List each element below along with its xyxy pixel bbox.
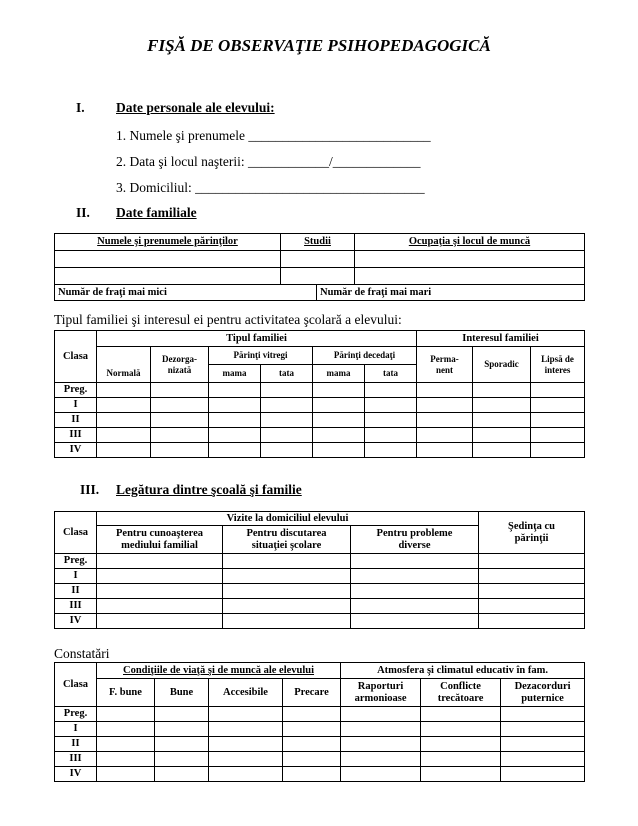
row-label: I bbox=[55, 569, 97, 584]
row-label: III bbox=[55, 428, 97, 443]
table-cell[interactable] bbox=[261, 413, 313, 428]
row-label: Preg. bbox=[55, 707, 97, 722]
table-cell[interactable] bbox=[209, 443, 261, 458]
table-cell[interactable] bbox=[223, 584, 351, 599]
row-label: I bbox=[55, 398, 97, 413]
table-row bbox=[55, 443, 585, 458]
table-cell[interactable] bbox=[151, 398, 209, 413]
table-cell[interactable] bbox=[313, 383, 365, 398]
table-cell[interactable] bbox=[151, 428, 209, 443]
row-label: III bbox=[55, 752, 97, 767]
table-cell[interactable] bbox=[155, 722, 209, 737]
table-cell[interactable] bbox=[501, 722, 585, 737]
table-cell[interactable] bbox=[473, 428, 531, 443]
table-cell[interactable] bbox=[351, 554, 479, 569]
table-cell[interactable] bbox=[531, 413, 585, 428]
table-cell[interactable] bbox=[97, 614, 223, 629]
table-cell[interactable] bbox=[341, 767, 421, 782]
table-cell[interactable] bbox=[209, 737, 283, 752]
family-type-caption: Tipul familiei şi interesul ei pentru activitatea şcolară a elevului: bbox=[54, 312, 402, 327]
table-cell[interactable] bbox=[473, 383, 531, 398]
table-row bbox=[55, 614, 585, 629]
header-dezorganizata: Dezorga- nizată bbox=[151, 347, 209, 383]
header-studies: Studii bbox=[281, 234, 355, 251]
section-3-heading: Legătura dintre şcoală şi familie bbox=[116, 482, 302, 497]
table-cell[interactable] bbox=[209, 752, 283, 767]
header-various-problems: Pentru probleme diverse bbox=[351, 526, 479, 554]
section-2-heading: Date familiale bbox=[116, 205, 197, 220]
table-cell[interactable] bbox=[479, 554, 585, 569]
table-cell[interactable] bbox=[501, 752, 585, 767]
table-cell[interactable] bbox=[473, 443, 531, 458]
table-cell[interactable] bbox=[97, 443, 151, 458]
table-cell[interactable] bbox=[479, 599, 585, 614]
constatari-caption: Constatări bbox=[54, 646, 110, 661]
table-cell[interactable] bbox=[365, 383, 417, 398]
table-cell[interactable] bbox=[421, 752, 501, 767]
siblings-table bbox=[54, 284, 585, 301]
older-siblings-field[interactable]: Număr de fraţi mai mari bbox=[317, 285, 585, 301]
parent-cell[interactable] bbox=[355, 268, 585, 285]
constatari-table-body bbox=[55, 707, 585, 782]
table-cell[interactable] bbox=[417, 398, 473, 413]
row-label: IV bbox=[55, 443, 97, 458]
table-cell[interactable] bbox=[501, 767, 585, 782]
table-row bbox=[55, 398, 585, 413]
table-row bbox=[55, 599, 585, 614]
row-label: Preg. bbox=[55, 554, 97, 569]
field-address[interactable]: 3. Domiciliul: __________________________________ bbox=[116, 180, 425, 195]
section-1-number: I. bbox=[76, 100, 85, 115]
table-row bbox=[55, 413, 585, 428]
table-cell[interactable] bbox=[223, 599, 351, 614]
table-cell[interactable] bbox=[209, 722, 283, 737]
table-cell[interactable] bbox=[365, 398, 417, 413]
table-row bbox=[55, 428, 585, 443]
header-parents-meeting: Şedinţa cu părinţii bbox=[479, 512, 585, 554]
table-cell[interactable] bbox=[531, 443, 585, 458]
table-cell[interactable] bbox=[341, 722, 421, 737]
table-cell[interactable] bbox=[209, 383, 261, 398]
table-cell[interactable] bbox=[223, 614, 351, 629]
parents-table bbox=[54, 233, 585, 285]
row-label: I bbox=[55, 722, 97, 737]
header-mama: mama bbox=[313, 365, 365, 383]
header-deceased-parents: Părinţi decedaţi bbox=[313, 347, 417, 365]
table-cell[interactable] bbox=[365, 413, 417, 428]
header-living-conditions: Condiţiile de viaţă şi de muncă ale elevului bbox=[97, 663, 341, 679]
header-permanent: Perma- nent bbox=[417, 347, 473, 383]
table-cell[interactable] bbox=[209, 398, 261, 413]
table-cell[interactable] bbox=[351, 614, 479, 629]
row-label: III bbox=[55, 599, 97, 614]
table-cell[interactable] bbox=[341, 737, 421, 752]
table-cell[interactable] bbox=[479, 614, 585, 629]
table-cell[interactable] bbox=[473, 398, 531, 413]
header-lack-interest: Lipsă de interes bbox=[531, 347, 585, 383]
section-1-heading: Date personale ale elevului: bbox=[116, 100, 275, 115]
section-3-number: III. bbox=[80, 482, 100, 497]
header-home-visits: Vizite la domiciliul elevului bbox=[97, 512, 479, 526]
table-row bbox=[55, 752, 585, 767]
parent-cell[interactable] bbox=[55, 251, 281, 268]
table-cell[interactable] bbox=[531, 383, 585, 398]
table-row bbox=[55, 383, 585, 398]
visits-table-body bbox=[55, 554, 585, 629]
table-cell[interactable] bbox=[341, 707, 421, 722]
table-cell[interactable] bbox=[365, 443, 417, 458]
table-row bbox=[55, 767, 585, 782]
table-cell[interactable] bbox=[501, 737, 585, 752]
table-cell[interactable] bbox=[223, 554, 351, 569]
table-cell[interactable] bbox=[97, 569, 223, 584]
header-good: Bune bbox=[155, 679, 209, 707]
table-cell[interactable] bbox=[313, 428, 365, 443]
table-cell[interactable] bbox=[283, 767, 341, 782]
header-clasa: Clasa bbox=[55, 512, 97, 554]
header-mama: mama bbox=[209, 365, 261, 383]
table-cell[interactable] bbox=[341, 752, 421, 767]
table-cell[interactable] bbox=[97, 428, 151, 443]
table-cell[interactable] bbox=[261, 398, 313, 413]
field-birth[interactable]: 2. Data şi locul naşterii: ____________/_____________ bbox=[116, 154, 421, 169]
table-cell[interactable] bbox=[351, 569, 479, 584]
table-cell[interactable] bbox=[209, 707, 283, 722]
table-cell[interactable] bbox=[155, 767, 209, 782]
table-cell[interactable] bbox=[97, 554, 223, 569]
table-cell[interactable] bbox=[261, 383, 313, 398]
header-poor: Precare bbox=[283, 679, 341, 707]
header-discussing-situation: Pentru discutarea situaţiei şcolare bbox=[223, 526, 351, 554]
table-cell[interactable] bbox=[313, 398, 365, 413]
table-cell[interactable] bbox=[351, 599, 479, 614]
row-label: II bbox=[55, 737, 97, 752]
table-cell[interactable] bbox=[283, 707, 341, 722]
table-cell[interactable] bbox=[421, 737, 501, 752]
row-label: IV bbox=[55, 614, 97, 629]
table-cell[interactable] bbox=[209, 413, 261, 428]
table-cell[interactable] bbox=[97, 599, 223, 614]
table-cell[interactable] bbox=[155, 707, 209, 722]
table-cell[interactable] bbox=[97, 752, 155, 767]
page-title: FIŞĂ DE OBSERVAŢIE PSIHOPEDAGOGICĂ bbox=[147, 36, 491, 55]
header-normala: Normală bbox=[97, 347, 151, 383]
table-cell[interactable] bbox=[97, 398, 151, 413]
table-cell[interactable] bbox=[313, 413, 365, 428]
table-cell[interactable] bbox=[151, 383, 209, 398]
table-row bbox=[55, 584, 585, 599]
table-cell[interactable] bbox=[421, 767, 501, 782]
header-atmosphere: Atmosfera şi climatul educativ în fam. bbox=[341, 663, 585, 679]
parent-cell[interactable] bbox=[55, 268, 281, 285]
row-label: II bbox=[55, 584, 97, 599]
table-cell[interactable] bbox=[417, 413, 473, 428]
table-cell[interactable] bbox=[97, 737, 155, 752]
header-strong-disagreements: Dezacorduri puternice bbox=[501, 679, 585, 707]
header-harmonious: Raporturi armonioase bbox=[341, 679, 421, 707]
table-cell[interactable] bbox=[365, 428, 417, 443]
header-clasa: Clasa bbox=[55, 331, 97, 383]
table-cell[interactable] bbox=[97, 584, 223, 599]
header-very-good: F. bune bbox=[97, 679, 155, 707]
table-cell[interactable] bbox=[151, 413, 209, 428]
table-cell[interactable] bbox=[209, 428, 261, 443]
header-sporadic: Sporadic bbox=[473, 347, 531, 383]
younger-siblings-field[interactable]: Număr de fraţi mai mici bbox=[55, 285, 317, 301]
row-label: II bbox=[55, 413, 97, 428]
parent-cell[interactable] bbox=[281, 251, 355, 268]
table-cell[interactable] bbox=[261, 443, 313, 458]
header-occupation: Ocupaţia şi locul de muncă bbox=[355, 234, 585, 251]
table-cell[interactable] bbox=[97, 413, 151, 428]
header-clasa: Clasa bbox=[55, 663, 97, 707]
constatari-table bbox=[54, 662, 585, 782]
table-row bbox=[55, 722, 585, 737]
header-parents-name: Numele şi prenumele părinţilor bbox=[55, 234, 281, 251]
table-cell[interactable] bbox=[531, 428, 585, 443]
table-cell[interactable] bbox=[283, 752, 341, 767]
table-cell[interactable] bbox=[417, 443, 473, 458]
table-row bbox=[55, 554, 585, 569]
header-knowing-environment: Pentru cunoaşterea mediului familial bbox=[97, 526, 223, 554]
header-accessible: Accesibile bbox=[209, 679, 283, 707]
table-cell[interactable] bbox=[261, 428, 313, 443]
table-cell[interactable] bbox=[97, 722, 155, 737]
table-cell[interactable] bbox=[479, 584, 585, 599]
table-cell[interactable] bbox=[283, 737, 341, 752]
table-cell[interactable] bbox=[479, 569, 585, 584]
header-step-parents: Părinţi vitregi bbox=[209, 347, 313, 365]
table-cell[interactable] bbox=[97, 383, 151, 398]
visits-table bbox=[54, 511, 585, 629]
table-row bbox=[55, 569, 585, 584]
row-label: IV bbox=[55, 767, 97, 782]
table-row bbox=[55, 737, 585, 752]
table-cell[interactable] bbox=[155, 737, 209, 752]
table-cell[interactable] bbox=[351, 584, 479, 599]
table-cell[interactable] bbox=[97, 707, 155, 722]
header-family-interest: Interesul familiei bbox=[417, 331, 585, 347]
table-cell[interactable] bbox=[501, 707, 585, 722]
table-cell[interactable] bbox=[417, 428, 473, 443]
table-cell[interactable] bbox=[209, 767, 283, 782]
family-table bbox=[54, 330, 585, 458]
table-cell[interactable] bbox=[313, 443, 365, 458]
header-transient-conflicts: Conflicte trecătoare bbox=[421, 679, 501, 707]
parent-cell[interactable] bbox=[281, 268, 355, 285]
section-2-number: II. bbox=[76, 205, 90, 220]
table-cell[interactable] bbox=[151, 443, 209, 458]
table-cell[interactable] bbox=[417, 383, 473, 398]
family-table-body bbox=[55, 383, 585, 458]
header-tata: tata bbox=[261, 365, 313, 383]
table-row bbox=[55, 707, 585, 722]
table-cell[interactable] bbox=[97, 767, 155, 782]
table-cell[interactable] bbox=[223, 569, 351, 584]
row-label: Preg. bbox=[55, 383, 97, 398]
field-name[interactable]: 1. Numele şi prenumele ___________________________ bbox=[116, 128, 431, 143]
table-cell[interactable] bbox=[531, 398, 585, 413]
parent-cell[interactable] bbox=[355, 251, 585, 268]
table-cell[interactable] bbox=[473, 413, 531, 428]
table-cell[interactable] bbox=[155, 752, 209, 767]
header-family-type: Tipul familiei bbox=[97, 331, 417, 347]
header-tata: tata bbox=[365, 365, 417, 383]
table-cell[interactable] bbox=[283, 722, 341, 737]
table-cell[interactable] bbox=[421, 707, 501, 722]
table-cell[interactable] bbox=[421, 722, 501, 737]
